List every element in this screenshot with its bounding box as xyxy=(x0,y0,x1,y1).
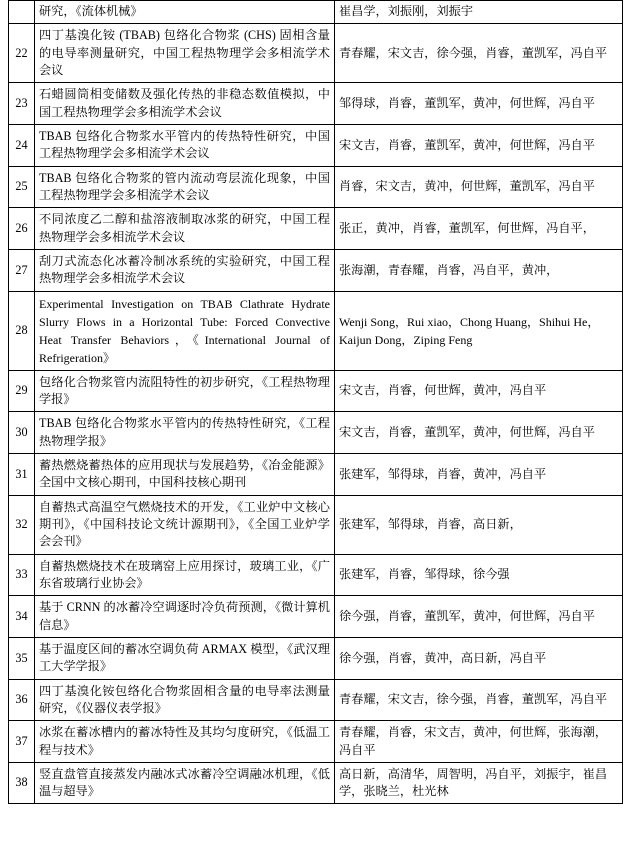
row-authors: 张建军，邹得球，肖睿，黄冲，冯自平 xyxy=(335,453,623,495)
row-authors: 张正，黄冲，肖睿，董凯军，何世辉，冯自平， xyxy=(335,208,623,250)
row-number: 37 xyxy=(9,721,35,763)
table-row xyxy=(9,24,623,83)
row-authors: 肖睿，宋文吉，黄冲，何世辉，董凯军，冯自平 xyxy=(335,166,623,208)
table-row xyxy=(9,762,623,804)
row-number: 22 xyxy=(9,24,35,83)
row-title: 石蜡圆筒相变储数及强化传热的非稳态数值模拟，中国工程热物理学会多相流学术会议 xyxy=(35,83,335,125)
row-number: 23 xyxy=(9,83,35,125)
row-title: 包络化合物浆管内流阻特性的初步研究，《工程热物理学报》 xyxy=(35,370,335,412)
table-row xyxy=(9,249,623,291)
table-row xyxy=(9,83,623,125)
row-authors: 徐今强，肖睿，黄冲，高日新，冯自平 xyxy=(335,637,623,679)
table-row xyxy=(9,208,623,250)
row-title: 四丁基溴化铵包络化合物浆固相含量的电导率法测量研究，《仪器仪表学报》 xyxy=(35,679,335,721)
row-authors: 张建军，肖睿，邹得球，徐今强 xyxy=(335,554,623,596)
table-body xyxy=(9,1,623,804)
row-title: 研究，《流体机械》 xyxy=(35,1,335,24)
row-authors: Wenji Song，Rui xiao，Chong Huang，Shihui He，Kaijun Dong，Ziping Feng xyxy=(335,291,623,370)
row-title: 冰浆在蓄冰槽内的蓄冰特性及其均匀度研究，《低温工程与技术》 xyxy=(35,721,335,763)
row-authors: 宋文吉，肖睿，董凯军，黄冲，何世辉，冯自平 xyxy=(335,412,623,454)
row-authors: 宋文吉，肖睿，董凯军，黄冲，何世辉，冯自平 xyxy=(335,124,623,166)
row-number xyxy=(9,1,35,24)
table-row xyxy=(9,637,623,679)
table-row xyxy=(9,596,623,638)
row-authors: 宋文吉，肖睿，何世辉，黄冲，冯自平 xyxy=(335,370,623,412)
table-row xyxy=(9,721,623,763)
table-row xyxy=(9,124,623,166)
table-row xyxy=(9,291,623,370)
table-row xyxy=(9,554,623,596)
row-authors: 崔昌学，刘振刚，刘振宇 xyxy=(335,1,623,24)
table-row xyxy=(9,453,623,495)
row-authors: 青春耀，肖睿，宋文吉，黄冲，何世辉，张海潮，冯自平 xyxy=(335,721,623,763)
row-number: 24 xyxy=(9,124,35,166)
table-row xyxy=(9,495,623,554)
row-number: 31 xyxy=(9,453,35,495)
row-title: 自蓄热燃烧技术在玻璃窑上应用探讨，玻璃工业，《广东省玻璃行业协会》 xyxy=(35,554,335,596)
row-title: 四丁基溴化铵 (TBAB) 包络化合物浆 (CHS) 固相含量的电导率测量研究，中国工程热物理学会多相流学术会议 xyxy=(35,24,335,83)
table-row xyxy=(9,679,623,721)
row-authors: 张建军，邹得球，肖睿，高日新， xyxy=(335,495,623,554)
row-title: Experimental Investigation on TBAB Clathrate Hydrate Slurry Flows in a Horizontal Tube: Forced Convective Heat Transfer Behaviors，《International Journal of Refrigeration》 xyxy=(35,291,335,370)
row-authors: 邹得球，肖睿，董凯军，黄冲，何世辉，冯自平 xyxy=(335,83,623,125)
row-number: 35 xyxy=(9,637,35,679)
row-number: 36 xyxy=(9,679,35,721)
table-row xyxy=(9,166,623,208)
row-number: 30 xyxy=(9,412,35,454)
row-authors: 青春耀，宋文吉，徐今强，肖睿，董凯军，冯自平 xyxy=(335,24,623,83)
row-title: TBAB 包络化合物浆的管内流动弯层流化现象，中国工程热物理学会多相流学术会议 xyxy=(35,166,335,208)
row-number: 25 xyxy=(9,166,35,208)
row-title: 刮刀式流态化冰蓄冷制冰系统的实验研究，中国工程热物理学会多相流学术会议 xyxy=(35,249,335,291)
publications-table xyxy=(8,0,623,804)
row-title: 竖直盘管直接蒸发内融冰式冰蓄冷空调融冰机理，《低温与超导》 xyxy=(35,762,335,804)
row-number: 26 xyxy=(9,208,35,250)
row-title: TBAB 包络化合物浆水平管内的传热特性研究，《工程热物理学报》 xyxy=(35,412,335,454)
row-number: 38 xyxy=(9,762,35,804)
table-row xyxy=(9,412,623,454)
row-title: 基于温度区间的蓄冰空调负荷 ARMAX 模型，《武汉理工大学学报》 xyxy=(35,637,335,679)
row-authors: 徐今强，肖睿，董凯军，黄冲，何世辉，冯自平 xyxy=(335,596,623,638)
table-row xyxy=(9,1,623,24)
row-title: 基于 CRNN 的冰蓄冷空调逐时冷负荷预测，《微计算机信息》 xyxy=(35,596,335,638)
table-row xyxy=(9,370,623,412)
row-authors: 青春耀，宋文吉，徐今强，肖睿，董凯军，冯自平 xyxy=(335,679,623,721)
row-title: 自蓄热式高温空气燃烧技术的开发，《工业炉中文核心期刊》，《中国科技论文统计源期刊》，《全国工业炉学会会刊》 xyxy=(35,495,335,554)
row-number: 32 xyxy=(9,495,35,554)
row-number: 29 xyxy=(9,370,35,412)
row-number: 34 xyxy=(9,596,35,638)
row-authors: 张海潮，青春耀，肖睿，冯自平，黄冲， xyxy=(335,249,623,291)
row-number: 28 xyxy=(9,291,35,370)
row-number: 27 xyxy=(9,249,35,291)
row-authors: 高日新，高清华，周智明，冯自平，刘振宇，崔昌学，张晓兰，杜光林 xyxy=(335,762,623,804)
row-title: 不同浓度乙二醇和盐溶液制取冰浆的研究，中国工程热物理学会多相流学术会议 xyxy=(35,208,335,250)
row-number: 33 xyxy=(9,554,35,596)
row-title: TBAB 包络化合物浆水平管内的传热特性研究，中国工程热物理学会多相流学术会议 xyxy=(35,124,335,166)
row-title: 蓄热燃烧蓄热体的应用现状与发展趋势，《冶金能源》全国中文核心期刊，中国科技核心期刊 xyxy=(35,453,335,495)
